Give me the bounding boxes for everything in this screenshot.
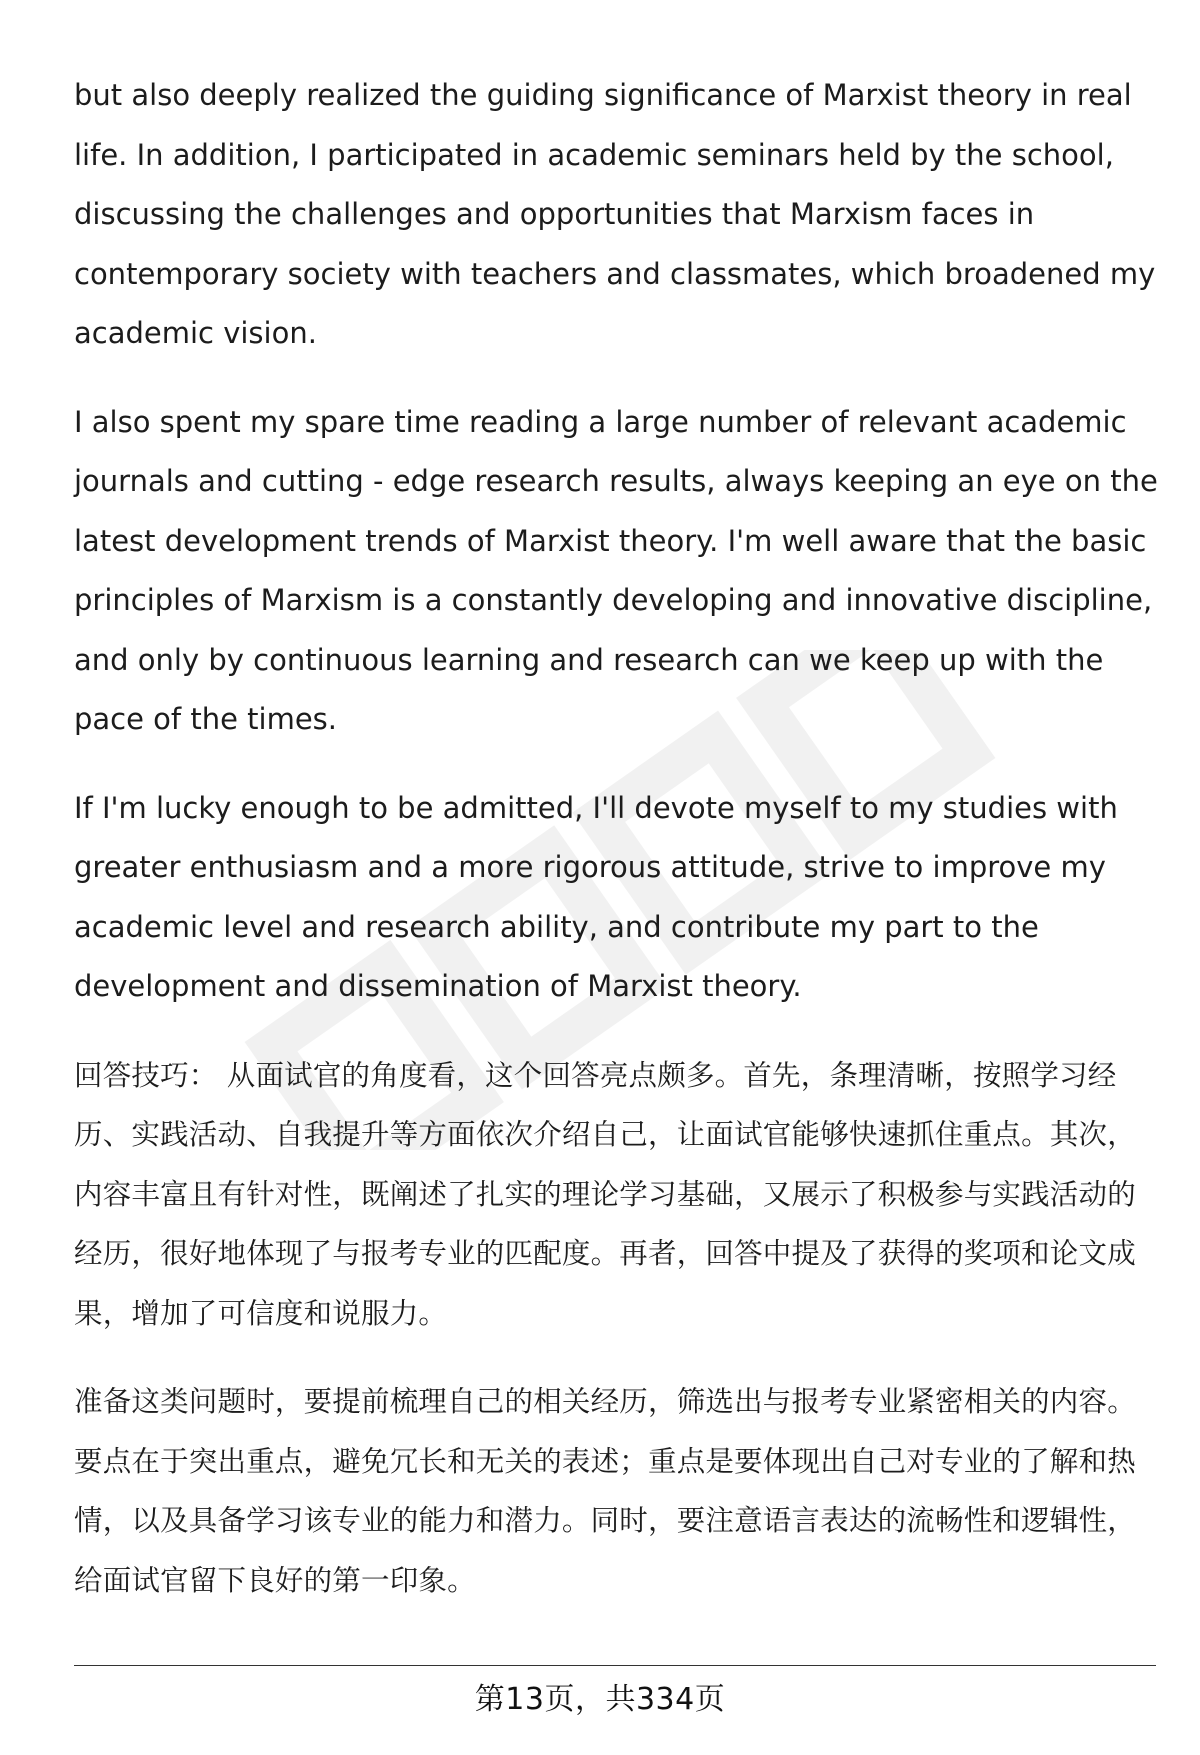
paragraph-admission-commitment: If I'm lucky enough to be admitted, I'll devote myself to my studies with greater enthusiasm and a more rigorous attitude, strive to improve my academic level and research ability, and contribute my part to the development and dissemination of Marxist theory. (74, 790, 1118, 1003)
paragraph-academic-reading: I also spent my spare time reading a large number of relevant academic journals and cutting - edge research results, always keeping an eye on the latest development trends of Marxist theory. I'm well aware that the basic principles of Marxism is a constantly developing and innovative discipline, and only by continuous learning and research can we keep up with the pace of the times. (74, 404, 1158, 736)
document-body (74, 66, 1164, 1639)
paragraph-preparation-advice: 准备这类问题时，要提前梳理自己的相关经历，筛选出与报考专业紧密相关的内容。要点在于突出重点，避免冗长和无关的表述；重点是要体现出自己对专业的了解和热情，以及具备学习该专业的能力和潜力。同时，要注意语言表达的流畅性和逻辑性，给面试官留下良好的第一印象。 (74, 1385, 1136, 1597)
paragraph-answer-tips: 回答技巧： 从面试官的角度看，这个回答亮点颇多。首先，条理清晰，按照学习经历、实践活动、自我提升等方面依次介绍自己，让面试官能够快速抓住重点。其次，内容丰富且有针对性，既阐述了扎实的理论学习基础，又展示了积极参与实践活动的经历，很好地体现了与报考专业的匹配度。再者，回答中提及了获得的奖项和论文成果，增加了可信度和说服力。 (74, 1058, 1136, 1330)
page-number: 第13页，共334页 (474, 1682, 726, 1717)
footer-divider (74, 1665, 1156, 1666)
paragraph-marxist-theory-practice: but also deeply realized the guiding significance of Marxist theory in real life. In addition, I participated in academic seminars held by the school, discussing the challenges and opportunities that Marxism faces in contemporary society with teachers and classmates, which broadened my academic vision. (74, 78, 1156, 350)
